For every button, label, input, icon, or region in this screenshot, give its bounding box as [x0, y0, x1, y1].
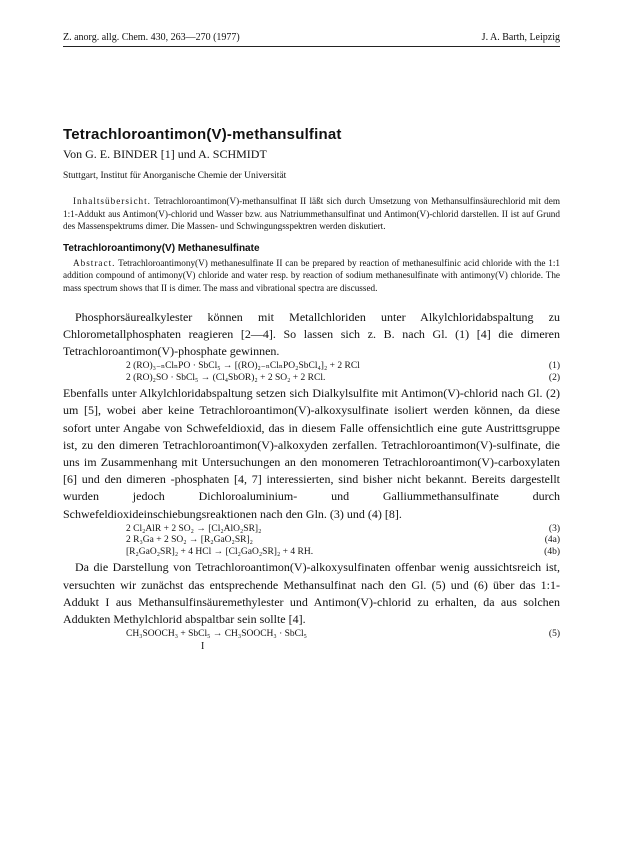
- equation-1: [63, 361, 560, 373]
- abstract-german-label: Inhaltsübersicht.: [73, 196, 151, 206]
- equation-4b-formula: [R₂GaO₂SR]₂ + 4 HCl → [Cl₂GaO₂SR]₂ + 4 RH.: [126, 546, 314, 557]
- equation-1-formula: 2 (RO)₃₋ₙClₙPO · SbCl₅ → [(RO)₂₋ₙClₙPO₂SbCl₄]₂ + 2 RCl: [126, 361, 360, 372]
- journal-page: [63, 32, 560, 653]
- abstract-english-label: Abstract.: [73, 257, 116, 268]
- equation-4b: [63, 547, 560, 559]
- equation-4b-number: (4b): [544, 546, 560, 557]
- equation-2: [63, 373, 560, 385]
- equation-group-2: [63, 524, 560, 559]
- abstract-english: [63, 257, 560, 295]
- paragraph-2: Ebenfalls unter Alkylchloridabspaltung setzen sich Dialkylsulfite mit Antimon(V)-chlorid nach Gl. (2) um [5], wobei aber keine Tetrachloroantimon(V)-alkoxysulfinate isoliert werden können, da diese sofort unter Angabe von Schwefeldioxid, das in diesem Falle offensichtlich eine gute Austrittsgruppe ist, zu den dimeren Tetrachloroantimon(V)-alkoxyden zerfallen. Tetrachloroantimon(V)-sulfinate, die uns im Zusammenhang mit Untersuchungen an den monomeren Tetrachloroantimon(V)-carboxylaten [6] und den dimeren -phosphaten [4, 7] interessierten, sind bisher nicht bekannt. Bereits dargestellt wurden jedoch Dichloroaluminium- und Galliummethansulfinate durch Schwefeldioxideinschiebungsreaktionen nach den Gln. (3) und (4) [8].: [63, 386, 560, 521]
- equation-5: [63, 629, 560, 641]
- equation-group-3: [63, 629, 560, 652]
- equation-2-number: (2): [548, 372, 560, 383]
- english-title: Tetrachloroantimony(V) Methanesulfinate: [63, 242, 260, 254]
- abstract-german-text: Tetrachloroantimon(V)-methansulfinat II läßt sich durch Umsetzung von Methansulfinsäurechlorid mit dem 1:1-Addukt aus Antimon(V)-chlorid und Wasser bzw. aus Natriummethansulfinat und Antimon(V)-chlorid darstellen. II ist auf Grund des Massenspektrums dimer. Die Massen- und Schwingungsspektren werden diskutiert.: [63, 196, 560, 232]
- paragraph-1: Phosphorsäurealkylester können mit Metallchloriden unter Alkylchloridabspaltung zu Chlorometallphosphaten reagieren [2—4]. So lassen sich z. B. nach Gl. (1) [4] die dimeren Tetrachloroantimon(V)-phosphate gewinnen.: [63, 309, 560, 358]
- article-title: Tetrachloroantimon(V)-methansulfinat: [63, 126, 342, 143]
- paragraph-3: Da die Darstellung von Tetrachloroantimon(V)-alkoxysulfinaten offenbar wenig aussichtsreich ist, versuchten wir zunächst das entsprechende Methansulfinat nach den Gl. (5) und (6) über das 1:1-Addukt I aus Methansulfinsäuremethylester und Antimon(V)-chlorid zu erhalten, da aus solchen Addukten Methylchlorid abspaltbar sein sollte [4].: [63, 560, 560, 626]
- equation-3-number: (3): [548, 523, 560, 534]
- equation-3-formula: 2 Cl₂AlR + 2 SO₂ → [Cl₂AlO₂SR]₂: [126, 523, 262, 534]
- equation-5-compound-label: I: [201, 640, 205, 652]
- equation-1-number: (1): [548, 361, 560, 372]
- abstract-english-text: Tetrachloroantimony(V) methanesulfinate II can be prepared by reaction of methanesulfinic acid chloride with the 1:1 addition compound of antimony(V) chloride and water resp. by reaction of sodium methanesulfinate with antimony(V) chloride. The mass spectrum shows that II is dimer. The mass and vibrational spectra are discussed.: [63, 257, 561, 293]
- equation-3: [63, 524, 560, 536]
- equation-2-formula: 2 (RO)₂SO · SbCl₅ → (Cl₄SbOR)₂ + 2 SO₂ + 2 RCl.: [126, 372, 326, 383]
- equation-4a-number: (4a): [544, 535, 560, 546]
- abstract-german: [63, 195, 560, 233]
- equation-4a-formula: 2 R₃Ga + 2 SO₂ → [R₂GaO₂SR]₂: [126, 535, 253, 546]
- equation-5-formula: CH₃SOOCH₃ + SbCl₅ → CH₃SOOCH₃ · SbCl₅: [126, 629, 307, 640]
- publisher-text: J. A. Barth, Leipzig: [481, 32, 560, 43]
- citation-text: Z. anorg. allg. Chem. 430, 263—270 (1977): [63, 32, 240, 43]
- equation-5-number: (5): [548, 629, 560, 640]
- author-line: Von G. E. BINDER [1] und A. SCHMIDT: [63, 147, 267, 161]
- equation-4a: [63, 535, 560, 547]
- running-header: [63, 32, 560, 47]
- affiliation: Stuttgart, Institut für Anorganische Chemie der Universität: [63, 171, 287, 181]
- equation-group-1: [63, 361, 560, 384]
